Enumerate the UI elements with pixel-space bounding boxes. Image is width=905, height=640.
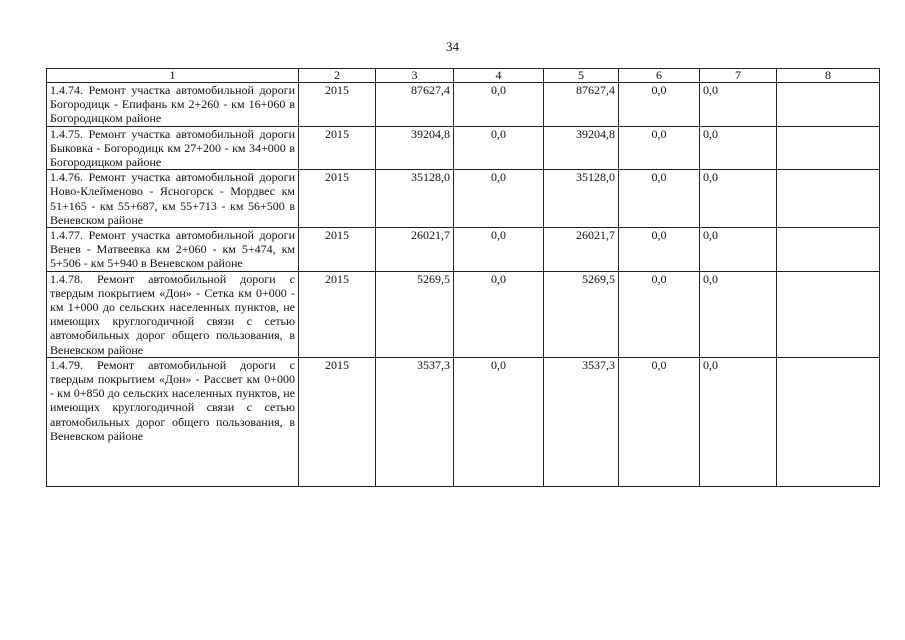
row-col8: [777, 83, 880, 127]
row-col5: 87627,4: [544, 83, 619, 127]
row-col6: 0,0: [619, 83, 700, 127]
column-header: 5: [544, 69, 619, 83]
page-number: 34: [446, 39, 459, 54]
table-row: [47, 126, 880, 170]
row-year: 2015: [299, 83, 376, 127]
row-description: 1.4.76. Ремонт участка автомобильной дороги Ново-Клейменово - Ясногорск - Мордвес км 51+165 - км 55+687, км 55+713 - км 56+500 в Веневском районе: [47, 170, 299, 228]
row-year: 2015: [299, 357, 376, 486]
row-col5: 26021,7: [544, 228, 619, 272]
row-col4: 0,0: [454, 126, 544, 170]
row-col8: [777, 126, 880, 170]
row-description: 1.4.79. Ремонт автомобильной дороги с твердым покрытием «Дон» - Рассвет км 0+000 - км 0+850 до сельских населенных пунктов, не имеющих круглогодичной связи с сетью автомобильных дорог общего пользования, в Веневском районе: [47, 357, 299, 486]
budget-table: [46, 68, 880, 487]
table-row: [47, 357, 880, 486]
row-col4: 0,0: [454, 271, 544, 357]
column-header: 2: [299, 69, 376, 83]
row-col3: 3537,3: [376, 357, 454, 486]
row-col5: 35128,0: [544, 170, 619, 228]
row-description: 1.4.75. Ремонт участка автомобильной дороги Быковка - Богородицк км 27+200 - км 34+000 в Богородицком районе: [47, 126, 299, 170]
row-year: 2015: [299, 170, 376, 228]
row-col7: 0,0: [700, 228, 777, 272]
row-col4: 0,0: [454, 357, 544, 486]
row-col5: 5269,5: [544, 271, 619, 357]
column-header: 1: [47, 69, 299, 83]
row-col8: [777, 271, 880, 357]
table-row: [47, 83, 880, 127]
column-header: 7: [700, 69, 777, 83]
row-description: 1.4.74. Ремонт участка автомобильной дороги Богородицк - Епифань км 2+260 - км 16+060 в Богородицком районе: [47, 83, 299, 127]
row-col7: 0,0: [700, 126, 777, 170]
row-col3: 87627,4: [376, 83, 454, 127]
column-header: 4: [454, 69, 544, 83]
table-row: [47, 271, 880, 357]
column-header: 8: [777, 69, 880, 83]
row-col6: 0,0: [619, 228, 700, 272]
row-col6: 0,0: [619, 170, 700, 228]
row-col5: 39204,8: [544, 126, 619, 170]
row-col4: 0,0: [454, 170, 544, 228]
row-col6: 0,0: [619, 357, 700, 486]
row-col3: 39204,8: [376, 126, 454, 170]
row-col3: 5269,5: [376, 271, 454, 357]
table-row: [47, 228, 880, 272]
row-col6: 0,0: [619, 126, 700, 170]
row-year: 2015: [299, 228, 376, 272]
table-row: [47, 170, 880, 228]
row-description: 1.4.77. Ремонт участка автомобильной дороги Венев - Матвеевка км 2+060 - км 5+474, км 5+506 - км 5+940 в Веневском районе: [47, 228, 299, 272]
row-year: 2015: [299, 126, 376, 170]
row-col7: 0,0: [700, 170, 777, 228]
row-col6: 0,0: [619, 271, 700, 357]
row-col3: 35128,0: [376, 170, 454, 228]
column-header: 6: [619, 69, 700, 83]
row-col8: [777, 228, 880, 272]
row-description: 1.4.78. Ремонт автомобильной дороги с твердым покрытием «Дон» - Сетка км 0+000 - км 1+000 до сельских населенных пунктов, не имеющих круглогодичной связи с сетью автомобильных дорог общего пользования, в Веневском районе: [47, 271, 299, 357]
row-year: 2015: [299, 271, 376, 357]
row-col4: 0,0: [454, 83, 544, 127]
row-col7: 0,0: [700, 271, 777, 357]
row-col3: 26021,7: [376, 228, 454, 272]
row-col5: 3537,3: [544, 357, 619, 486]
row-col7: 0,0: [700, 357, 777, 486]
row-col8: [777, 357, 880, 486]
column-header: 3: [376, 69, 454, 83]
row-col7: 0,0: [700, 83, 777, 127]
header-row: [47, 69, 880, 83]
row-col8: [777, 170, 880, 228]
row-col4: 0,0: [454, 228, 544, 272]
